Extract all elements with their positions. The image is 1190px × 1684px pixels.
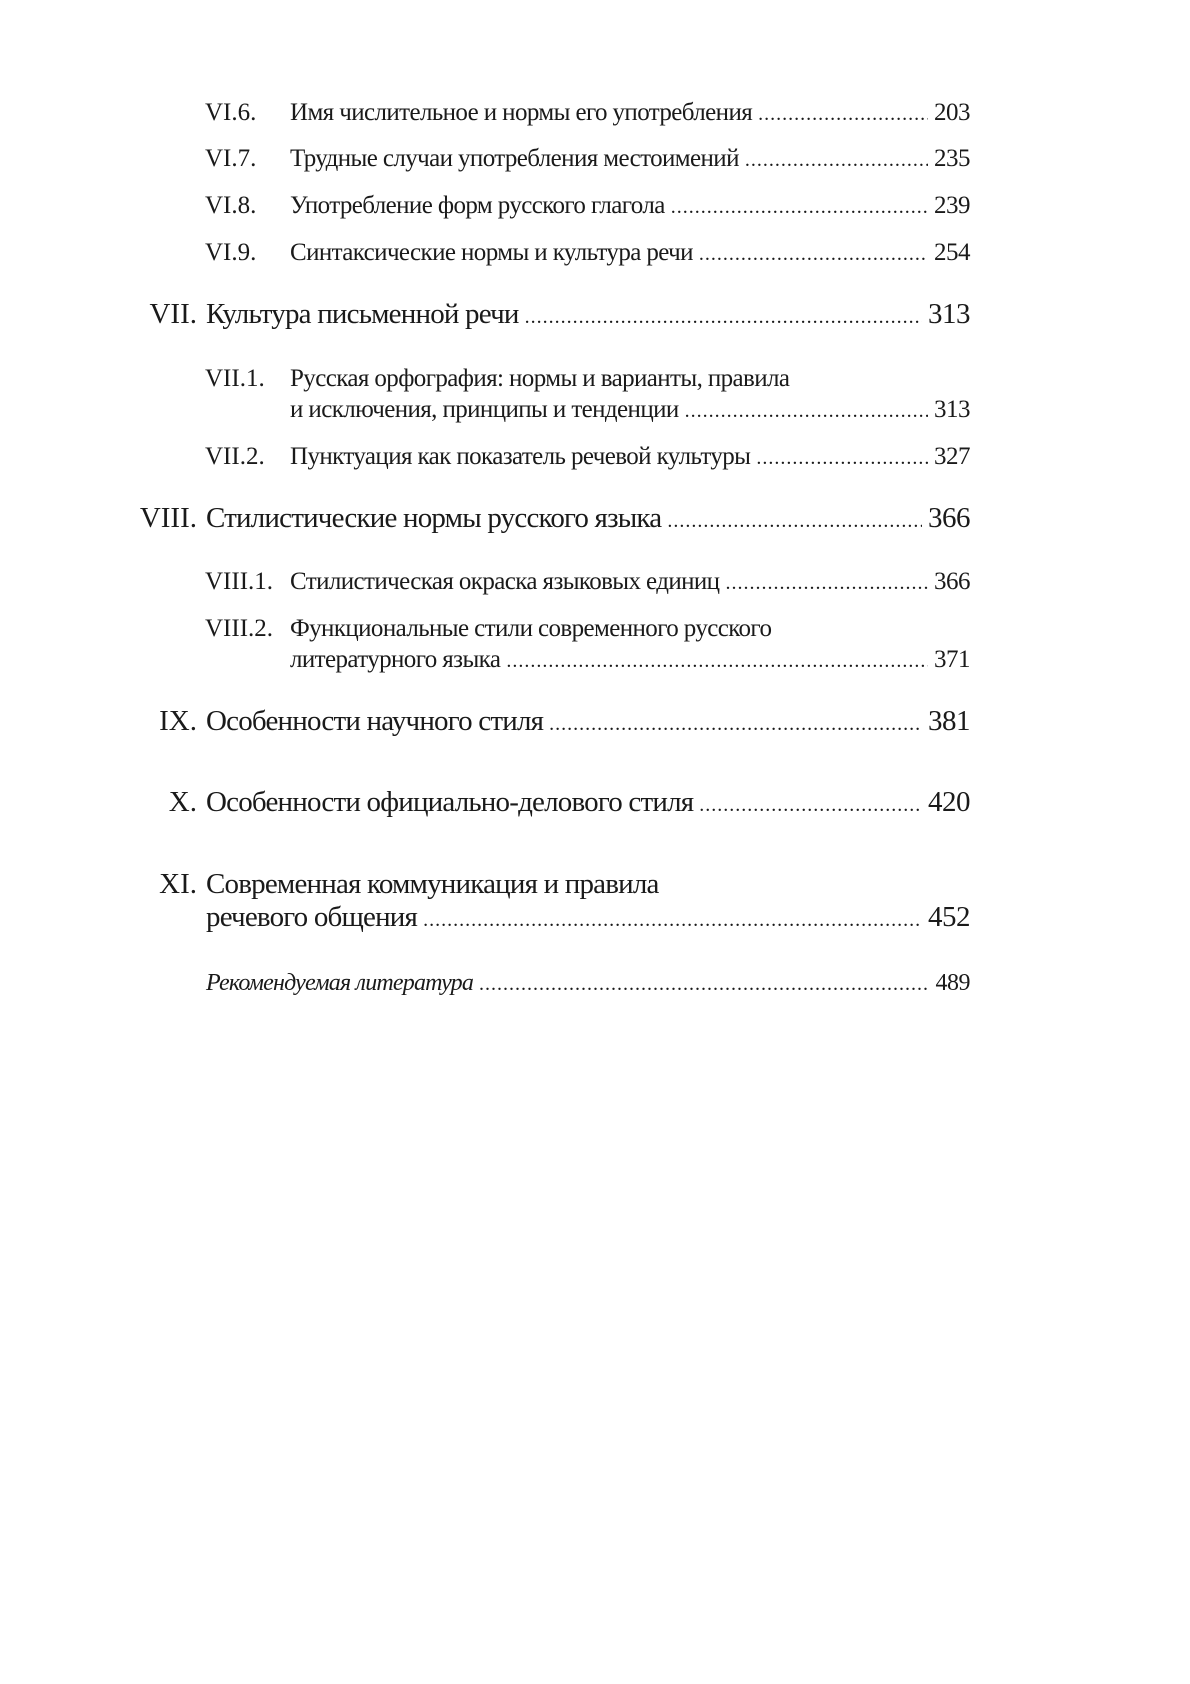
chapter-title: Особенности официально-делового стиля bbox=[206, 786, 694, 818]
chapter-title: Стилистические нормы русского языка bbox=[206, 502, 662, 534]
chapter-number: XI. bbox=[159, 868, 197, 900]
dot-leader bbox=[758, 103, 928, 126]
dot-leader bbox=[479, 973, 929, 996]
entry-title: Пунктуация как показатель речевой культуры bbox=[290, 443, 751, 470]
entry-title: Трудные случаи употребления местоимений bbox=[290, 145, 739, 172]
page-number: 371 bbox=[934, 646, 970, 673]
page-number: 366 bbox=[934, 568, 970, 595]
chapter-title: Современная коммуникация и правила bbox=[206, 868, 659, 900]
entry-title-continued: и исключения, принципы и тенденции bbox=[290, 396, 679, 423]
page-number: 239 bbox=[934, 192, 970, 219]
dot-leader bbox=[756, 447, 928, 470]
dot-leader bbox=[725, 572, 928, 595]
page-number: 489 bbox=[935, 970, 970, 996]
chapter-number: VII. bbox=[149, 298, 197, 330]
entry-number: VII.2. bbox=[205, 443, 265, 470]
toc-chapter bbox=[0, 705, 1190, 739]
toc-entry bbox=[0, 363, 1190, 423]
toc-bibliography bbox=[0, 970, 1190, 1004]
entry-title: Русская орфография: нормы и варианты, правила bbox=[290, 365, 790, 392]
dot-leader bbox=[685, 400, 928, 423]
page-number: 254 bbox=[934, 239, 970, 266]
toc-entry bbox=[0, 143, 1190, 177]
chapter-title: Культура письменной речи bbox=[206, 298, 519, 330]
toc-chapter bbox=[0, 502, 1190, 536]
toc-chapter bbox=[0, 868, 1190, 933]
toc-entry bbox=[0, 237, 1190, 271]
dot-leader bbox=[506, 650, 928, 673]
toc-entry bbox=[0, 190, 1190, 224]
dot-leader bbox=[549, 713, 922, 736]
entry-title: Имя числительное и нормы его употребления bbox=[290, 99, 753, 126]
page-number: 381 bbox=[928, 705, 970, 737]
dot-leader bbox=[525, 306, 922, 329]
toc-entry bbox=[0, 97, 1190, 131]
page-number: 203 bbox=[934, 99, 970, 126]
page-number: 452 bbox=[928, 901, 970, 933]
entry-title: Функциональные стили современного русского bbox=[290, 615, 772, 642]
entry-number: VI.9. bbox=[205, 239, 257, 266]
dot-leader bbox=[699, 243, 928, 266]
entry-title: Употребление форм русского глагола bbox=[290, 192, 665, 219]
entry-number: VIII.2. bbox=[205, 615, 274, 642]
page-number: 235 bbox=[934, 145, 970, 172]
dot-leader bbox=[699, 794, 922, 817]
bibliography-title: Рекомендуемая литература bbox=[206, 970, 474, 996]
page-number: 313 bbox=[934, 396, 970, 423]
toc-chapter bbox=[0, 786, 1190, 820]
page-number: 313 bbox=[928, 298, 970, 330]
dot-leader bbox=[745, 149, 928, 172]
entry-title: Синтаксические нормы и культура речи bbox=[290, 239, 693, 266]
entry-number: VI.7. bbox=[205, 145, 257, 172]
toc-entry bbox=[0, 566, 1190, 600]
toc-chapter bbox=[0, 298, 1190, 332]
entry-title-continued: литературного языка bbox=[290, 646, 501, 673]
dot-leader bbox=[667, 510, 922, 533]
entry-number: VI.6. bbox=[205, 99, 257, 126]
entry-number: VIII.1. bbox=[205, 568, 274, 595]
toc-entry bbox=[0, 441, 1190, 475]
dot-leader bbox=[671, 196, 928, 219]
chapter-number: IX. bbox=[159, 705, 197, 737]
entry-number: VI.8. bbox=[205, 192, 257, 219]
chapter-number: VIII. bbox=[139, 502, 197, 534]
toc-entry bbox=[0, 613, 1190, 673]
page-number: 420 bbox=[928, 786, 970, 818]
chapter-number: X. bbox=[168, 786, 197, 818]
page-number: 327 bbox=[934, 443, 970, 470]
dot-leader bbox=[423, 909, 922, 932]
page-number: 366 bbox=[928, 502, 970, 534]
chapter-title-continued: речевого общения bbox=[206, 901, 418, 933]
entry-title: Стилистическая окраска языковых единиц bbox=[290, 568, 720, 595]
chapter-title: Особенности научного стиля bbox=[206, 705, 544, 737]
entry-number: VII.1. bbox=[205, 365, 265, 392]
